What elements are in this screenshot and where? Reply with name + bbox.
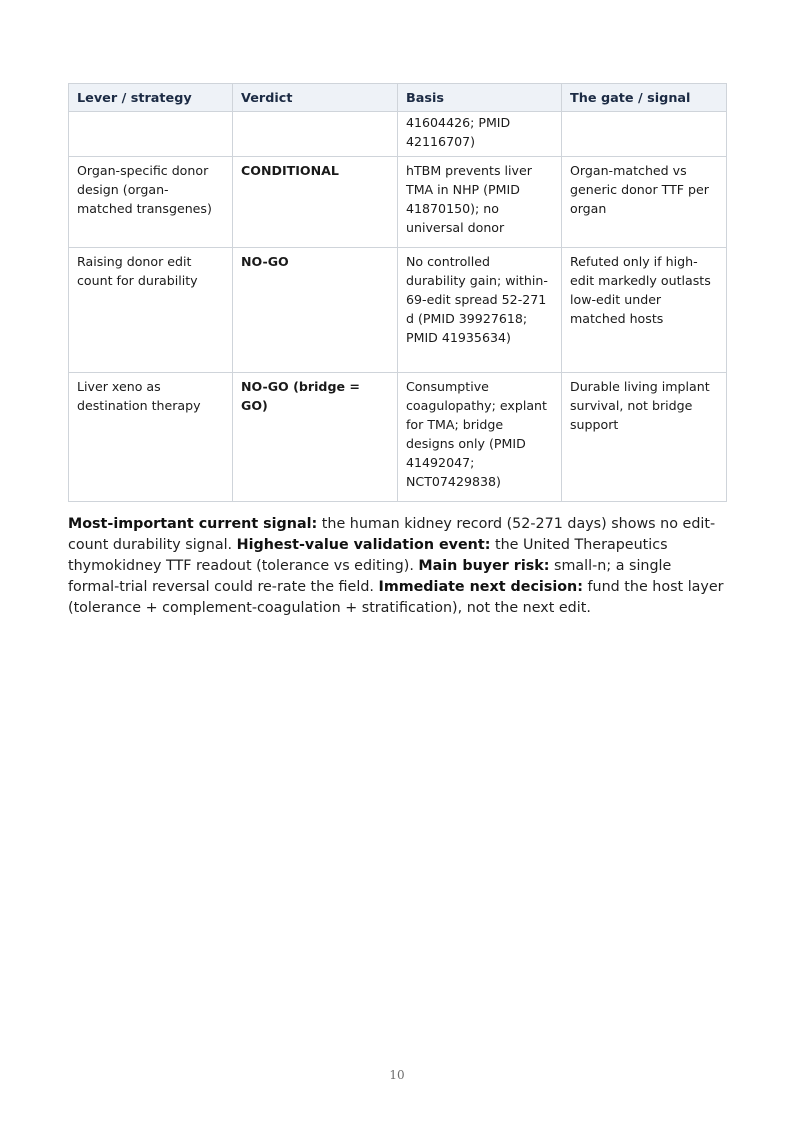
gate-cell: Refuted only if high-edit markedly outlasts low-edit under matched hosts: [562, 248, 727, 373]
gate-cell: Organ-matched vs generic donor TTF per organ: [562, 157, 727, 248]
verdict-cell: NO-GO (bridge = GO): [233, 373, 398, 502]
verdict-table: [68, 83, 727, 502]
summary-text-validation: the United Therapeutics thymokidney TTF readout (tolerance vs editing).: [68, 537, 668, 574]
basis-cell: Consumptive coagulopathy; explant for TMA; bridge designs only (PMID 41492047; NCT07429838): [398, 373, 562, 502]
verdict-cell: CONDITIONAL: [233, 157, 398, 248]
summary-paragraph: [68, 514, 726, 619]
summary-label-validation: Highest-value validation event:: [236, 537, 491, 553]
table-row: [69, 112, 727, 157]
table-header-row: [69, 84, 727, 112]
summary-label-signal: Most-important current signal:: [68, 516, 318, 532]
basis-cell: 41604426; PMID 42116707): [398, 112, 562, 157]
lever-cell: Raising donor edit count for durability: [69, 248, 233, 373]
verdict-cell: NO-GO: [233, 248, 398, 373]
gate-cell: Durable living implant survival, not bridge support: [562, 373, 727, 502]
header-basis: Basis: [398, 84, 562, 112]
page-number: 10: [389, 1068, 405, 1082]
summary-text-risk: small-n; a single formal-trial reversal could re-rate the field.: [68, 558, 672, 595]
summary-text-signal: the human kidney record (52-271 days) shows no edit-count durability signal.: [68, 516, 716, 553]
gate-cell: [562, 112, 727, 157]
basis-cell: No controlled durability gain; within-69-edit spread 52-271 d (PMID 39927618; PMID 41935634): [398, 248, 562, 373]
lever-cell: Liver xeno as destination therapy: [69, 373, 233, 502]
summary-label-risk: Main buyer risk:: [418, 558, 550, 574]
header-verdict: Verdict: [233, 84, 398, 112]
lever-cell: [69, 112, 233, 157]
summary-label-decision: Immediate next decision:: [378, 579, 583, 595]
table-row: [69, 248, 727, 373]
verdict-cell: [233, 112, 398, 157]
document-page: [68, 83, 726, 633]
table-row: [69, 157, 727, 248]
basis-cell: hTBM prevents liver TMA in NHP (PMID 41870150); no universal donor: [398, 157, 562, 248]
header-lever-strategy: Lever / strategy: [69, 84, 233, 112]
lever-cell: Organ-specific donor design (organ-matched transgenes): [69, 157, 233, 248]
table-row: [69, 373, 727, 502]
header-gate-signal: The gate / signal: [562, 84, 727, 112]
summary-text-decision: fund the host layer (tolerance + complement-coagulation + stratification), not the next edit.: [68, 579, 724, 616]
